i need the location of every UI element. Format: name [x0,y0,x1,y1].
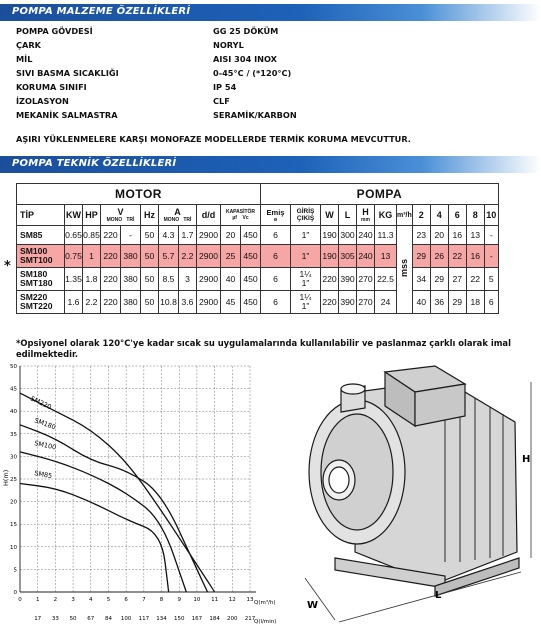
x-tick-label-m3h: 8 [159,597,164,603]
cell-vm: 220 [101,245,121,268]
x-tick-label-m3h: 5 [106,597,111,603]
col-h-label: H [362,207,369,217]
y-tick-label: 45 [10,386,17,393]
x-tick-label-lmin: 117 [138,616,150,622]
y-tick-label: 15 [10,522,17,529]
cell-q: - [484,226,498,245]
material-banner [0,4,541,21]
x-tick-label-lmin: 50 [69,616,77,622]
material-key: MİL [16,54,33,64]
cell-kw: 0.75 [65,245,83,268]
cell-at: 2.2 [179,245,197,268]
col-h [357,205,375,226]
cell-q: 23 [412,226,430,245]
col-q2: 2 [412,205,430,226]
material-key: POMPA GÖVDESİ [16,26,93,36]
y-axis-label: H(m) [2,469,10,486]
mss-cell [397,226,413,314]
curve-label-sm180: SM180 [33,416,57,432]
col-tip: TİP [17,205,65,226]
cell-gc [291,291,321,314]
col-kw: KW [65,205,83,226]
cell-vm: 220 [101,268,121,291]
cell-q: 5 [484,268,498,291]
cell-q: 26 [430,245,448,268]
cell-kv: 450 [241,291,261,314]
cell-l: 390 [339,268,357,291]
cell-at: 3 [179,268,197,291]
cell-em: 6 [261,245,291,268]
cell-h: 270 [357,268,375,291]
cell-l: 390 [339,291,357,314]
cell-w: 220 [321,268,339,291]
col-q4: 4 [430,205,448,226]
x-tick-label-m3h: 3 [71,597,75,603]
cell-kf: 25 [221,245,241,268]
curve-sm85 [20,484,169,593]
tech-banner-title: POMPA TEKNİK ÖZELLİKLERİ [12,158,177,169]
col-giris-label: GİRİŞ [296,208,315,215]
cell-h: 240 [357,226,375,245]
cell-kf: 45 [221,291,241,314]
col-emis-sub: ø [273,216,278,223]
material-key: SIVI BASMA SICAKLIĞI [16,68,119,78]
y-tick-labels [10,364,18,596]
cell-q: 20 [430,226,448,245]
col-dd: d/d [197,205,221,226]
cell-vm: 220 [101,291,121,314]
cell-q: 16 [466,245,484,268]
cell-kg: 24 [375,291,397,314]
y-tick-label: 5 [13,567,17,574]
x-tick-label-lmin: 84 [104,616,112,622]
material-value: IP 54 [213,82,237,92]
col-v-mono: MONO [106,217,123,223]
x-tick-label-m3h: 1 [35,597,40,603]
x-axis-label-m3h: Q(m³/h) [254,600,276,606]
col-v [101,205,141,226]
cell-at: 1.7 [179,226,197,245]
col-giris [291,205,321,226]
material-value: SERAMİK/KARBON [213,110,297,120]
curve-label-sm220: SM220 [29,394,53,412]
x-tick-labels-m3h [18,597,254,603]
cell-tip-2: SMT100 [20,255,53,265]
cell-dd: 2900 [197,226,221,245]
cell-hz: 50 [141,226,159,245]
cell-hp: 2.2 [83,291,101,314]
cell-hp: 0.85 [83,226,101,245]
x-tick-label-m3h: 9 [177,597,181,603]
col-w: W [321,205,339,226]
cell-dd: 2900 [197,245,221,268]
y-tick-label: 0 [13,590,17,596]
cell-q: 18 [466,291,484,314]
x-tick-label-m3h: 10 [193,597,201,603]
table-row [17,291,499,314]
x-tick-label-m3h: 6 [124,597,128,603]
x-tick-label-m3h: 11 [211,597,219,603]
curve-label-sm85: SM85 [33,469,53,481]
x-tick-label-m3h: 2 [53,597,58,603]
x-tick-label-lmin: 184 [209,616,220,622]
cell-gc-1: 1¼ [299,292,312,302]
cell-hz: 50 [141,245,159,268]
cell-kw: 1.6 [65,291,83,314]
material-key: İZOLASYON [16,96,69,106]
material-value: AISI 304 INOX [213,54,277,64]
cell-kv: 450 [241,268,261,291]
cell-l: 305 [339,245,357,268]
cell-q: 34 [412,268,430,291]
col-q10: 10 [484,205,498,226]
cell-am: 8.5 [159,268,179,291]
x-tick-label-lmin: 100 [120,616,132,622]
col-q8: 8 [466,205,484,226]
cell-hz: 50 [141,291,159,314]
x-tick-label-m3h: 0 [18,597,22,603]
col-a-sub [159,217,196,223]
cell-am: 4.3 [159,226,179,245]
col-kap-vc: Vc [242,215,249,221]
col-a-label: A [174,207,181,217]
cell-dd: 2900 [197,268,221,291]
chart-grid [20,366,256,592]
cell-q: 29 [448,291,466,314]
x-tick-label-m3h: 13 [246,597,254,603]
cell-kv: 450 [241,245,261,268]
cell-tip [17,245,65,268]
table-row [17,268,499,291]
x-tick-label-lmin: 167 [191,616,203,622]
col-kap-uf: µf [232,215,237,221]
cell-hp: 1 [83,245,101,268]
cell-q: 16 [448,226,466,245]
protection-note: AŞIRI YÜKLENMELERE KARŞI MONOFAZE MODELLERDE TERMİK KORUMA MEVCUTTUR. [16,134,411,144]
spec-table [16,183,499,314]
col-a [159,205,197,226]
col-emis [261,205,291,226]
cell-vt: 380 [121,245,141,268]
cell-tip [17,268,65,291]
cell-at: 3.6 [179,291,197,314]
col-kg: KG [375,205,397,226]
material-value: CLF [213,96,230,106]
cell-q: 27 [448,268,466,291]
col-q6: 6 [448,205,466,226]
col-kap-label: KAPASİTÖR [225,209,256,215]
cell-kf: 40 [221,268,241,291]
cell-q: - [484,245,498,268]
mss-label: mss [399,259,410,278]
cell-gc: 1" [291,226,321,245]
performance-curve-chart [0,360,295,636]
cell-tip-1: SM100 [20,246,48,256]
cell-am: 10.8 [159,291,179,314]
x-tick-label-m3h: 4 [89,597,93,603]
curve-label-sm100: SM100 [33,439,57,452]
cell-hz: 50 [141,268,159,291]
cell-w: 190 [321,245,339,268]
cell-gc [291,268,321,291]
motor-header: MOTOR [17,184,261,205]
x-tick-label-lmin: 17 [34,616,42,622]
cell-w: 220 [321,291,339,314]
x-tick-label-lmin: 217 [244,616,256,622]
cell-q: 29 [412,245,430,268]
cell-q: 13 [466,226,484,245]
col-l: L [339,205,357,226]
cell-hp: 1.8 [83,268,101,291]
y-tick-label: 35 [10,431,17,438]
cell-kw: 0.65 [65,226,83,245]
cell-kg: 13 [375,245,397,268]
x-tick-label-lmin: 67 [87,616,95,622]
x-tick-label-m3h: 7 [142,597,146,603]
y-tick-label: 40 [10,409,17,416]
highlight-star: * [4,259,11,274]
col-v-tri: TRİ [126,217,135,223]
cell-q: 40 [412,291,430,314]
cell-kw: 1.35 [65,268,83,291]
material-key: ÇARK [16,40,41,50]
cell-vm: 220 [101,226,121,245]
cell-tip: SM85 [17,226,65,245]
cell-kf: 20 [221,226,241,245]
cell-em: 6 [261,226,291,245]
cell-kv: 450 [241,226,261,245]
col-h-sub: mm [361,217,370,223]
dim-label-h: H [522,454,531,465]
pump-illustration [309,366,519,596]
cell-vt: 380 [121,268,141,291]
cell-w: 190 [321,226,339,245]
x-tick-label-lmin: 150 [173,616,185,622]
cell-l: 300 [339,226,357,245]
cell-tip-1: SM220 [20,292,48,302]
x-tick-labels-lmin [34,616,256,622]
cell-q: 36 [430,291,448,314]
x-tick-label-m3h: 12 [228,597,236,603]
cell-gc: 1" [291,245,321,268]
x-axis-label-lmin: Q(l/min) [254,619,277,625]
cell-gc-1: 1¼ [299,269,312,279]
cell-am: 5.7 [159,245,179,268]
col-hz: Hz [141,205,159,226]
cell-q: 29 [430,268,448,291]
col-a-tri: TRİ [183,217,192,223]
col-m3h: m³/h [397,205,413,226]
col-cikis-label: ÇIKIŞ [296,215,315,222]
x-tick-label-lmin: 134 [156,616,167,622]
material-value: NORYL [213,40,244,50]
cell-tip [17,291,65,314]
cell-kg: 11.3 [375,226,397,245]
cell-h: 270 [357,291,375,314]
y-tick-label: 30 [10,454,17,461]
col-kap [221,205,261,226]
cell-em: 6 [261,268,291,291]
y-tick-label: 20 [10,499,17,506]
cell-em: 6 [261,291,291,314]
table-row-highlighted [17,245,499,268]
cell-vt: 380 [121,291,141,314]
cell-gc-2: 1" [301,278,310,288]
material-key: MEKANİK SALMASTRA [16,110,118,120]
dim-label-l: L [435,590,442,601]
cell-tip-2: SMT220 [20,301,53,311]
material-key: KORUMA SINIFI [16,82,87,92]
cell-gc-2: 1" [301,301,310,311]
cell-q: 22 [448,245,466,268]
col-v-sub [101,217,140,223]
col-hp: HP [83,205,101,226]
y-tick-label: 10 [10,544,17,551]
material-value: 0-45°C / (*120°C) [213,68,292,78]
x-tick-label-lmin: 200 [227,616,238,622]
cell-q: 22 [466,268,484,291]
cell-tip-1: SM180 [20,269,48,279]
dim-label-w: W [307,600,319,611]
cell-q: 6 [484,291,498,314]
cell-dd: 2900 [197,291,221,314]
y-tick-label: 50 [10,364,17,370]
col-v-label: V [117,207,124,217]
cell-kg: 22.5 [375,268,397,291]
pump-drawing [295,362,539,634]
col-kap-sub [221,215,260,221]
table-row [17,226,499,245]
x-tick-label-lmin: 33 [51,616,59,622]
tech-banner [0,156,541,173]
col-a-mono: MONO [163,217,180,223]
y-tick-label: 25 [10,477,17,483]
optional-note: *Opsiyonel olarak 120°C'ye kadar sıcak su uygulamalarında kullanılabilir ve paslanmaz çarklı olarak imal edilmektedir. [16,338,511,359]
material-banner-title: POMPA MALZEME ÖZELLİKLERİ [12,6,191,17]
pump-header: POMPA [261,184,499,205]
material-value: GG 25 DÖKÜM [213,26,279,36]
cell-h: 240 [357,245,375,268]
cell-vt: - [121,226,141,245]
cell-tip-2: SMT180 [20,278,53,288]
col-emis-label: Emiş [266,207,285,217]
